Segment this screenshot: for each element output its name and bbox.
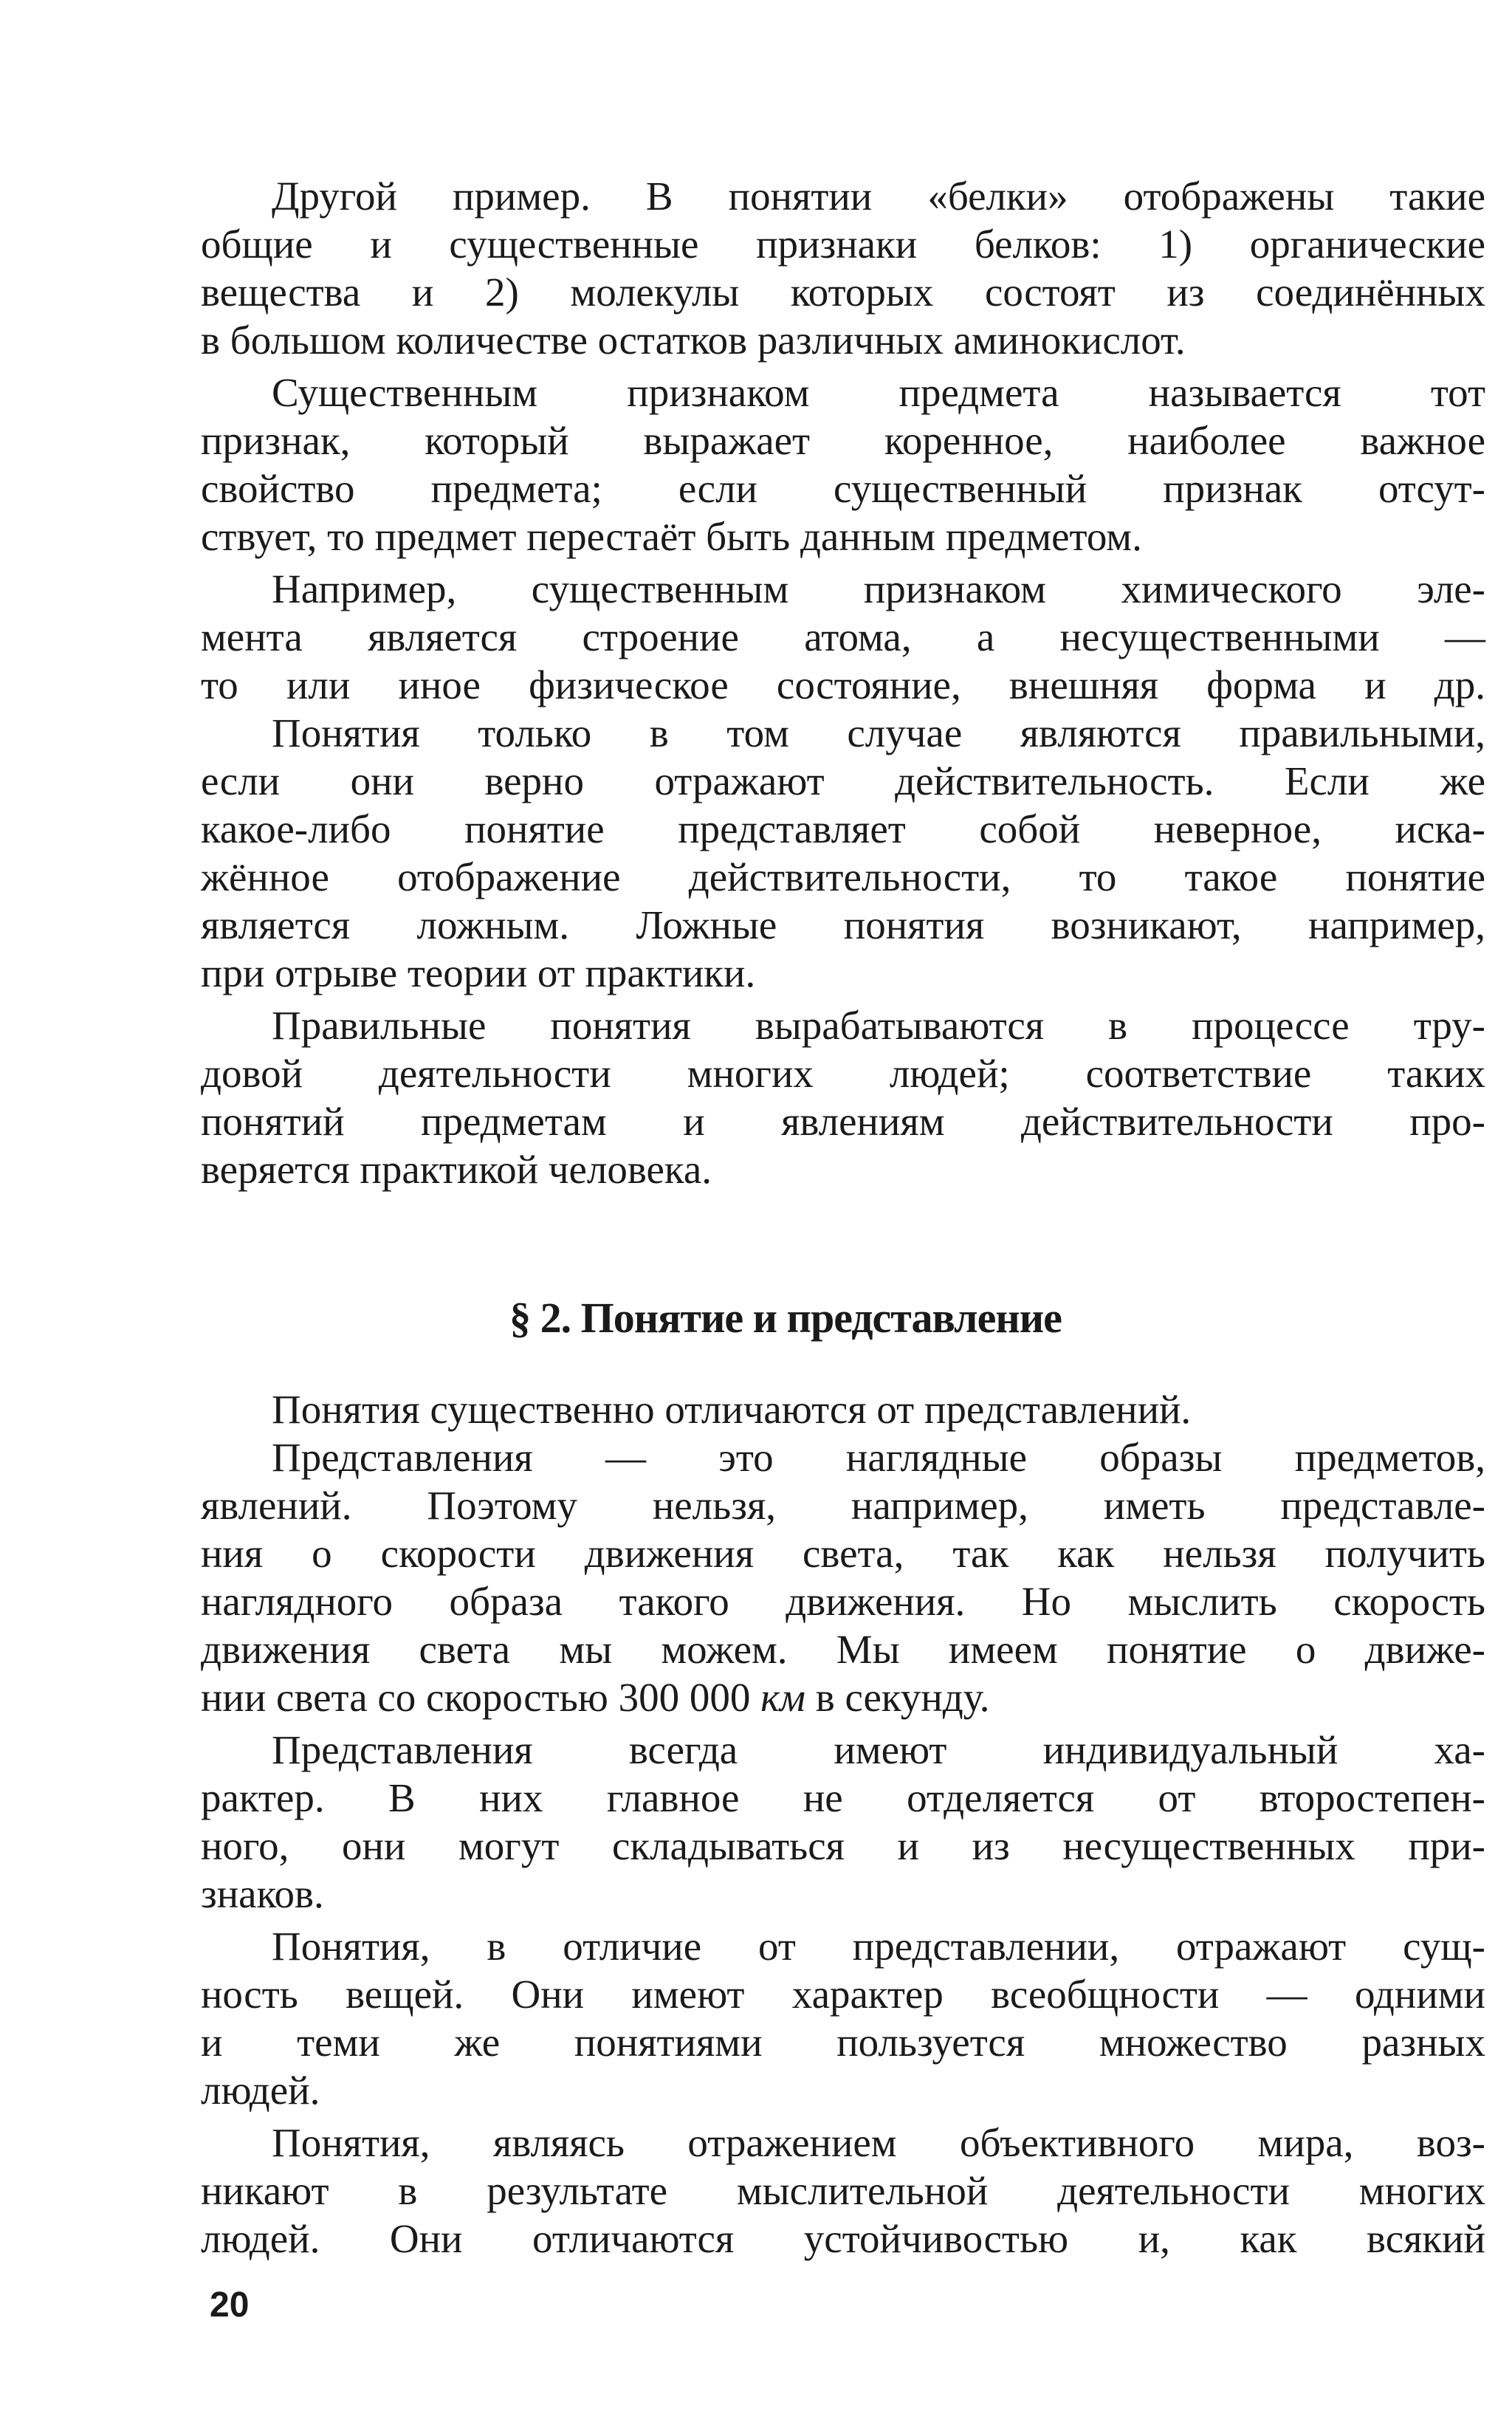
text-line: Понятия только в том случае являются правильными, <box>272 710 1485 755</box>
text-line: мента является строение атома, а несущественными — <box>201 614 1485 659</box>
text-line: людей. Они отличаются устойчивостью и, как всякий <box>201 2216 1485 2261</box>
text-line: Правильные понятия вырабатываются в процессе тру- <box>272 1003 1485 1048</box>
text-line: понятий предметам и явлениям действительности про- <box>201 1099 1485 1144</box>
text-line: Понятия, являясь отражением объективного мира, воз- <box>272 2120 1485 2165</box>
text-line: является ложным. Ложные понятия возникают, например, <box>201 902 1485 947</box>
paragraph-8 <box>201 1726 1485 1918</box>
paragraph-7 <box>201 1433 1485 1721</box>
text-line: явлений. Поэтому нельзя, например, иметь представле- <box>201 1483 1485 1528</box>
text-fragment: в секунду. <box>815 1675 990 1720</box>
text-line: наглядного образа такого движения. Но мыслить скорость <box>201 1579 1485 1624</box>
text-line: Например, существенным признаком химического эле- <box>272 566 1485 611</box>
text-line: ствует, то предмет перестаёт быть данным предметом. <box>201 514 1142 559</box>
text-line: Понятия, в отличие от представлении, отражают сущ- <box>272 1924 1485 1969</box>
text-line: при отрыве теории от практики. <box>201 950 756 995</box>
text-line: какое-либо понятие представляет собой неверное, иска- <box>201 806 1485 851</box>
paragraph-10 <box>201 2119 1485 2263</box>
text-line: знаков. <box>201 1871 324 1916</box>
text-line <box>201 1673 1485 1721</box>
text-line: ность вещей. Они имеют характер всеобщности — одними <box>201 1972 1485 2017</box>
text-line: ния о скорости движения света, так как нельзя получить <box>201 1531 1485 1576</box>
text-line: и теми же понятиями пользуется множество разных <box>201 2020 1485 2065</box>
text-line: общие и существенные признаки белков: 1) органические <box>201 222 1485 267</box>
text-line: то или иное физическое состояние, внешняя форма и др. <box>201 662 1485 707</box>
text-line: Другой пример. В понятии «белки» отображены такие <box>272 174 1485 219</box>
text-line: людей. <box>201 2068 320 2113</box>
text-line: свойство предмета; если существенный признак отсут- <box>201 466 1485 511</box>
text-line: Представления всегда имеют индивидуальный ха- <box>272 1727 1485 1772</box>
text-line: Понятия существенно отличаются от представлений. <box>272 1387 1192 1432</box>
text-line: признак, который выражает коренное, наиболее важное <box>201 418 1485 463</box>
text-line: движения света мы можем. Мы имеем понятие о движе- <box>201 1627 1485 1672</box>
text-fragment: нии света со скоростью 300 000 <box>201 1675 751 1720</box>
text-line: вещества и 2) молекулы которых состоят из соединённых <box>201 270 1485 315</box>
text-line: если они верно отражают действительность. Если же <box>201 758 1485 803</box>
section-heading <box>0 1289 1512 1348</box>
paragraph-5 <box>201 1001 1485 1193</box>
page-number: 20 <box>210 2285 250 2325</box>
text-line: довой деятельности многих людей; соответствие таких <box>201 1051 1485 1096</box>
text-block-2 <box>201 1385 1485 2263</box>
text-line: в большом количестве остатков различных аминокислот. <box>201 318 1186 363</box>
text-line: веряется практикой человека. <box>201 1147 712 1192</box>
text-line: ного, они могут складываться и из несущественных при- <box>201 1823 1485 1868</box>
text-line: никают в результате мыслительной деятельности многих <box>201 2168 1485 2213</box>
paragraph-2 <box>201 368 1485 560</box>
text-line: жённое отображение действительности, то такое понятие <box>201 854 1485 899</box>
text-line: Представления — это наглядные образы предметов, <box>272 1435 1485 1480</box>
text-line: Существенным признаком предмета называется тот <box>272 370 1485 415</box>
paragraph-6 <box>201 1385 1485 1433</box>
paragraph-4 <box>201 709 1485 997</box>
text-line: рактер. В них главное не отделяется от второстепен- <box>201 1775 1485 1820</box>
section-heading-text: § 2. Понятие и представление <box>509 1294 1062 1342</box>
text-block-1 <box>201 172 1485 1193</box>
unit-km: км <box>760 1675 805 1720</box>
paragraph-3 <box>201 565 1485 709</box>
paragraph-1 <box>201 172 1485 364</box>
paragraph-9 <box>201 1922 1485 2114</box>
